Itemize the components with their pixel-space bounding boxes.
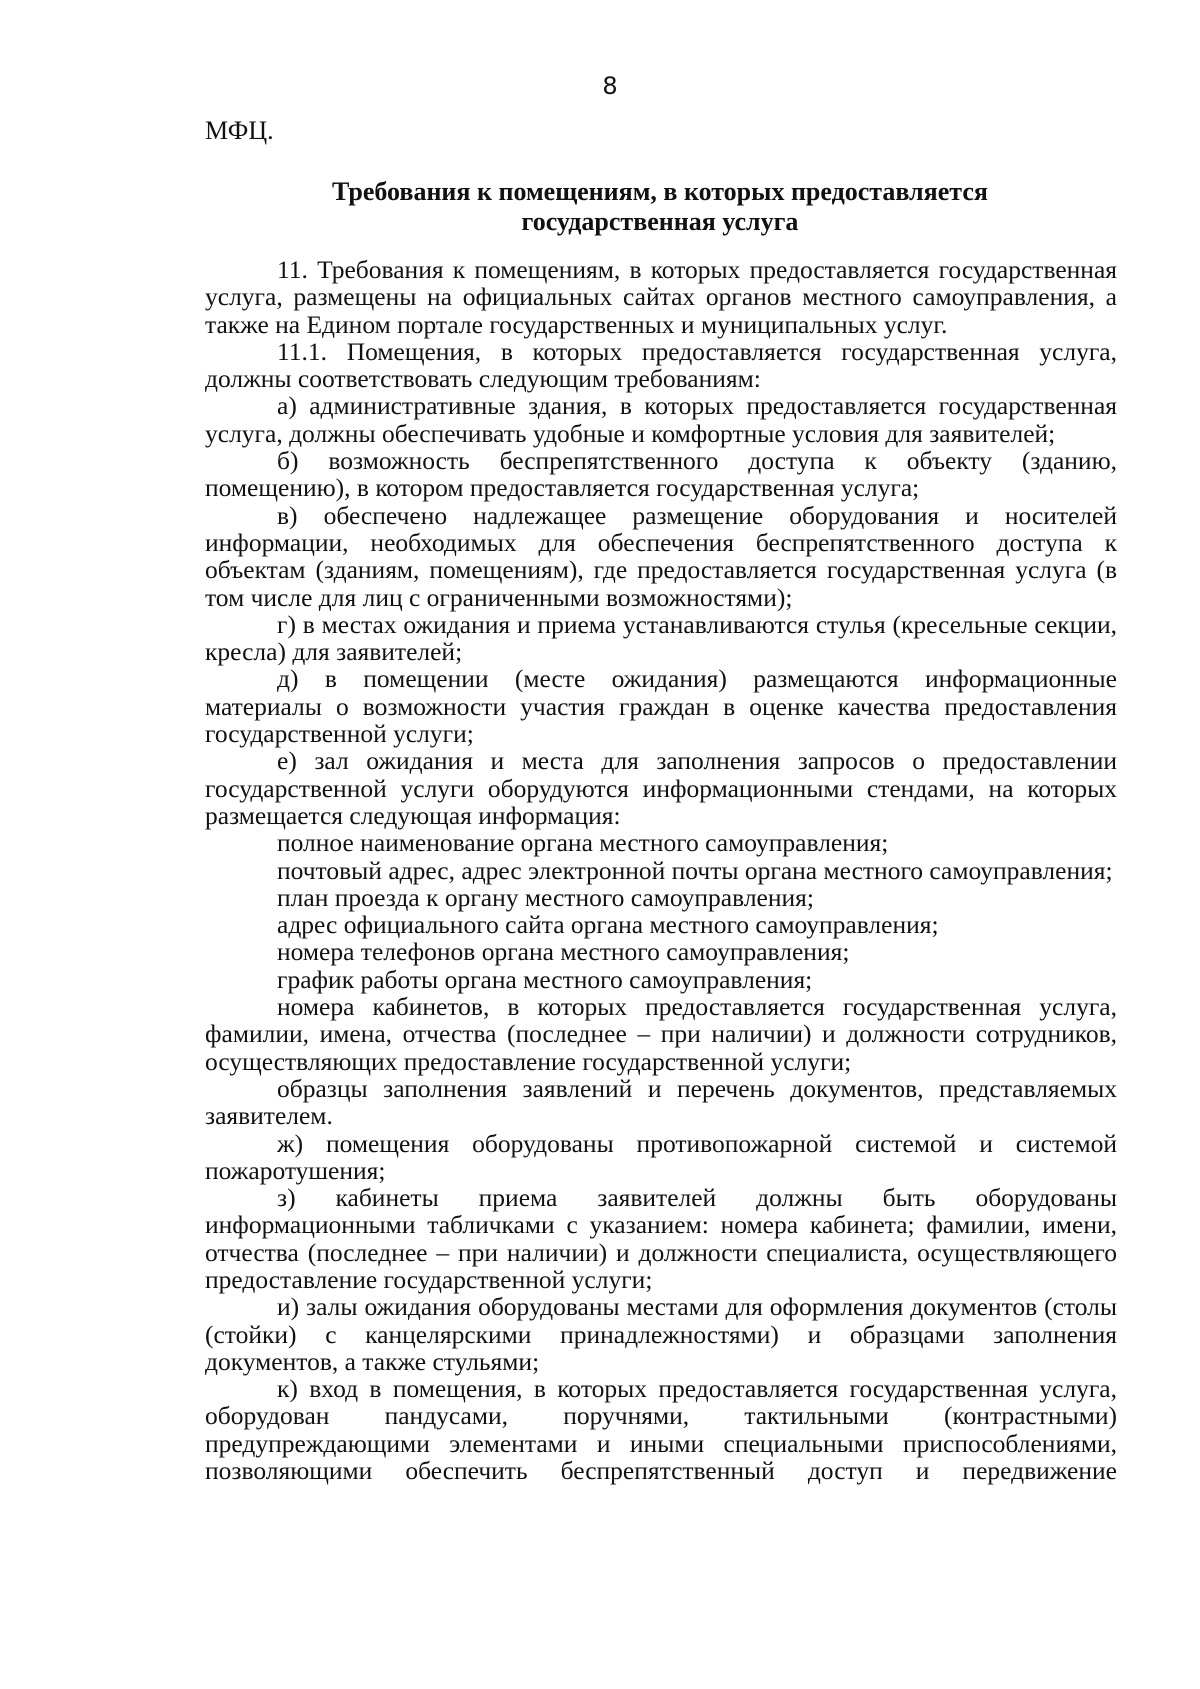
list-item-i: и) залы ожидания оборудованы местами для оформления документов (столы (стойки) с канцелярскими принадлежностями) и образцами заполнения документов, а также стульями; [205, 1292, 1117, 1376]
section-heading-line: Требования к помещениям, в которых предоставляется [332, 177, 988, 206]
list-item-g: г) в местах ожидания и приема устанавливаются стулья (кресельные секции, кресла) для заявителей; [205, 609, 1117, 667]
section-heading [200, 177, 1120, 237]
stand-info-item: адрес официального сайта органа местного самоуправления; [277, 910, 939, 940]
stand-info-item: номера кабинетов, в которых предоставляется государственная услуга, фамилии, имена, отчества (последнее – при наличии) и должности сотрудников, осуществляющих предоставление государственной услуги; [205, 992, 1117, 1076]
carry-over-text: МФЦ. [205, 116, 274, 145]
list-item-a: а) административные здания, в которых предоставляется государственная услуга, должны обеспечивать удобные и комфортные условия для заявителей; [205, 391, 1117, 448]
paragraph-11: 11. Требования к помещениям, в которых предоставляется государственная услуга, размещены на официальных сайтах органов местного самоуправления, а также на Едином портале государственных и муниципальных услуг. [205, 255, 1117, 339]
list-item-e: е) зал ожидания и места для заполнения запросов о предоставлении государственной услуги оборудуются информационными стендами, на которых размещается следующая информация: [205, 746, 1117, 830]
page-number: 8 [602, 72, 618, 100]
list-item-b: б) возможность беспрепятственного доступа к объекту (зданию, помещению), в котором предоставляется государственная услуга; [205, 446, 1117, 503]
list-item-d: д) в помещении (месте ожидания) размещаются информационные материалы о возможности участия граждан в оценке качества предоставления государственной услуги; [205, 664, 1117, 749]
list-item-v: в) обеспечено надлежащее размещение оборудования и носителей информации, необходимых для обеспечения беспрепятственного доступа к объектам (зданиям, помещениям), где предоставляется государственная услуга (в том числе для лиц с ограниченными возможностями); [205, 500, 1117, 612]
stand-info-item: номера телефонов органа местного самоуправления; [277, 937, 850, 967]
section-heading-line: государственная услуга [521, 207, 799, 236]
stand-info-item: график работы органа местного самоуправления; [277, 964, 813, 994]
stand-info-item: план проезда к органу местного самоуправления; [277, 882, 814, 912]
paragraph-11-1: 11.1. Помещения, в которых предоставляется государственная услуга, должны соответствовать следующим требованиям: [205, 336, 1117, 394]
body-text [205, 256, 1117, 1484]
stand-info-item: полное наименование органа местного самоуправления; [277, 828, 889, 858]
list-item-k: к) вход в помещения, в которых предоставляется государственная услуга, оборудован пандусами, поручнями, тактильными (контрастными) предупреждающими элементами и иными специальными приспособлениями, позволяющими обеспечить беспрепятственный доступ и передвижение [205, 1374, 1117, 1486]
stand-info-item: образцы заполнения заявлений и перечень документов, представляемых заявителем. [205, 1073, 1117, 1131]
list-item-zh: ж) помещения оборудованы противопожарной системой и системой пожаротушения; [205, 1128, 1117, 1185]
stand-info-item: почтовый адрес, адрес электронной почты органа местного самоуправления; [277, 855, 1113, 885]
list-item-z: з) кабинеты приема заявителей должны быть оборудованы информационными табличками с указанием: номера кабинета; фамилии, имени, отчества (последнее – при наличии) и должности специалиста, осуществляющего предоставление государственной услуги; [205, 1183, 1117, 1294]
